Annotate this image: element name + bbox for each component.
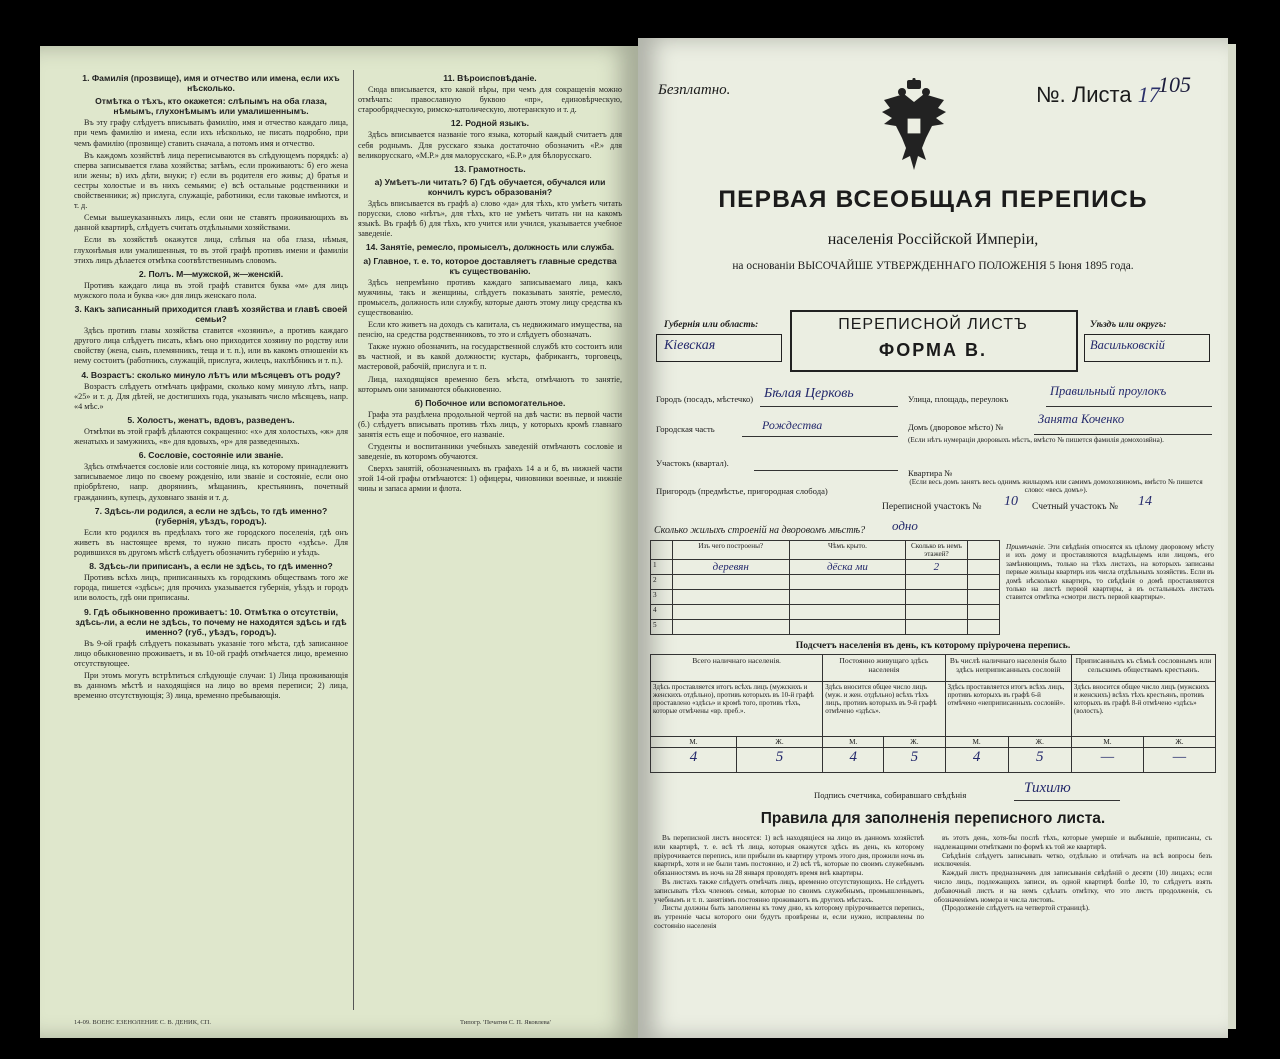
city-part-value: Рождества	[762, 418, 823, 432]
buildings-n-cell: 3	[651, 590, 673, 605]
count-header-cell: Всего наличнаго населенія.	[651, 655, 823, 682]
left-page	[40, 46, 638, 1038]
rules-column-2	[934, 834, 1212, 1004]
buildings-row	[651, 590, 1000, 605]
buildings-empty-cell	[967, 560, 999, 575]
instruction-paragraph: Здѣсь вписывается названіе того языка, который каждый считаетъ для себя роднымъ. Для русскаго языка достаточно обозначить «Р.» для великорусскаго, «М.Р.» для малорусскаго, «Б.Р.» для бѣлорусскаго.	[358, 130, 622, 160]
count-sex-header: М.	[651, 737, 737, 748]
buildings-floors-cell	[906, 620, 968, 635]
count-note-cell: Здѣсь вносится общее число лицъ (муж. и жен. отдѣльно) всѣхъ тѣхъ лицъ, противъ которыхъ въ 9-й графѣ отмѣчено «здѣсь».	[823, 682, 945, 737]
buildings-material-cell	[672, 605, 789, 620]
instructions-column-1	[74, 70, 348, 1010]
house-label: Домъ (дворовое мѣсто) №	[908, 422, 1004, 432]
rules-title: Правила для заполненія переписного листа.	[760, 810, 1106, 827]
form-subtitle: ФОРМА В.	[878, 340, 988, 360]
buildings-value: одно	[892, 518, 918, 533]
rule-paragraph: Свѣдѣнія слѣдуетъ записывать четко, отдѣльно и отвѣчать на всѣ вопросы безъ исключенія.	[934, 851, 1212, 869]
instruction-paragraph: Графа эта раздѣлена продольной чертой на двѣ части: въ первой части (б.) слѣдуетъ вписывать противъ тѣхъ лицъ, у которыхъ кромѣ главнаго занятія есть еще и побочное, его названіе.	[358, 409, 622, 439]
precinct-label: Участокъ (квартал).	[656, 458, 729, 468]
buildings-n-cell: 2	[651, 575, 673, 590]
instruction-paragraph: При этомъ могутъ встрѣтиться слѣдующіе случаи: 1) Лица проживающія въ данномъ мѣстѣ и находящіяся на лицо во время переписи; 2) лица, временно отсутствующія; 3) лица, временно пребывающія.	[74, 671, 348, 701]
count-value-cell: 5	[736, 748, 822, 773]
rule-paragraph: Въ переписной листъ вносятся: 1) всѣ находящіеся на лицо въ данномъ хозяйствѣ или квартирѣ, т. е. всѣ тѣ лица, которыя окажутся здѣсь въ день, къ которому пріурочивается перепись, или прибыли въ квартиру утромъ этого дня, прожили ночь въ квартирѣ, хотя и не были тамъ постоянно, и 2) всѣ тѣ, которые по своимъ служебнымъ обязанностямъ въ ночь на 28 января проводятъ время внѣ квартиры.	[654, 834, 924, 878]
instruction-paragraph: Если кто живетъ на доходъ съ капитала, съ недвижимаго имущества, на пенсію, на средства родственниковъ, то это и слѣдуетъ обозначать.	[358, 320, 622, 340]
right-page	[638, 38, 1228, 1038]
instruction-paragraph: Противъ каждаго лица въ этой графѣ ставится буква «м» для лицъ мужского пола и буква «ж» для лицъ женскаго пола.	[74, 280, 348, 300]
question-heading: 3. Какъ записанный приходится главѣ хозяйства и главѣ своей семьи?	[74, 303, 348, 325]
street-value: Правильный проулокъ	[1050, 384, 1167, 398]
rule-paragraph: Въ листахъ также слѣдуетъ отмѣчать лицъ, временно отсутствующихъ. Не слѣдуетъ записывать тѣхъ членовъ семьи, которые по своимъ служебнымъ, промышленнымъ, учебнымъ и т. п. занятіямъ постоянно проживаютъ въ другихъ мѣстахъ.	[654, 877, 924, 904]
district-value: Васильковскій	[1090, 338, 1165, 352]
buildings-roof-cell: дёска ми	[789, 560, 905, 575]
rule-paragraph: Листы должны быть заполнены къ тому дню, къ которому пріурочивается перепись, въ утренніе часы которого они будутъ провѣрены и, если нужно, исправлены по состоянію населенія	[654, 904, 924, 930]
question-heading: 11. Вѣроисповѣданіе.	[443, 73, 537, 83]
column-divider	[353, 70, 354, 1010]
buildings-material-cell: деревян	[672, 560, 789, 575]
instruction-paragraph: Семьи вышеуказанныхъ лицъ, если они не ставятъ проживающихъ въ данной квартирѣ, слѣдуетъ считать отдѣльными хозяйствами.	[74, 213, 348, 233]
buildings-floors-cell: 2	[906, 560, 968, 575]
rule-paragraph: въ этотъ день, хотя-бы послѣ тѣхъ, которые умершіе и выбывшіе, приписаны, съ надлежащими отмѣтками по формѣ къ той же квартирѣ.	[934, 834, 1212, 851]
buildings-floors-cell	[906, 575, 968, 590]
double-headed-eagle-emblem	[874, 78, 954, 178]
buildings-row	[651, 560, 1000, 575]
census-precinct-label: Переписной участокъ №	[882, 502, 982, 512]
suburb-label: Пригородъ (предмѣстье, пригородная слобода)	[656, 486, 828, 496]
house-value: Занята Коченко	[1038, 412, 1125, 426]
count-value-cell: 4	[823, 748, 884, 773]
instruction-paragraph: Противъ всѣхъ лицъ, приписанныхъ къ городскимъ обществамъ того же города, пишется «здѣсь»; для прочихъ указывается губернія, уѣздъ и городъ или волость, гдѣ они приписаны.	[74, 573, 348, 603]
count-sex-header: Ж.	[884, 737, 945, 748]
buildings-empty-cell	[967, 620, 999, 635]
buildings-n-cell: 1	[651, 560, 673, 575]
buildings-empty-cell	[967, 605, 999, 620]
instruction-paragraph: Въ каждомъ хозяйствѣ лица переписываются въ слѣдующемъ порядкѣ: а) сперва записывается глава хозяйства; затѣмъ, если проживаютъ: б) его жена или жены; в) ихъ дѣти, внуки; г) если въ родителя его живы; д) братья и сестры холостые и въ нихъ семьями; е) всѣ остальные родственники и свойственники; ж) прислуга, служащіе, работники, если таковые имѣются, и т. д.	[74, 150, 348, 211]
buildings-n-cell: 5	[651, 620, 673, 635]
count-value-cell: 4	[945, 748, 1008, 773]
instruction-paragraph: Въ эту графу слѣдуетъ вписывать фамилію, имя и отчество каждаго лица, при чемъ фамилію и имена, если ихъ нѣсколько, не писать подробно, при чемъ фамилію (прозвище) ставить сначала, а потомъ имя и отчество.	[74, 118, 348, 148]
buildings-row	[651, 575, 1000, 590]
instruction-paragraph: Сюда вписывается, кто какой вѣры, при чемъ для сокращенія можно отмѣчать: православную буквою «пр», единовѣрческую, старообрядческую, римско-католическую, лютеранскую и т. д.	[358, 85, 622, 115]
count-value-cell: —	[1143, 748, 1215, 773]
instruction-paragraph: Возрастъ слѣдуетъ отмѣчать цифрами, сколько кому минуло лѣтъ, напр. «25» и т. д. Для дѣтей, не достигшихъ года, указывать число мѣсяцевъ, напр. «4 мѣс.»	[74, 381, 348, 411]
question-heading: 5. Холостъ, женатъ, вдовъ, разведенъ.	[127, 414, 295, 425]
signature-value: Тихилю	[1024, 780, 1071, 796]
question-heading: б) Побочное или вспомогательное.	[414, 397, 566, 408]
question-heading: а) Главное, т. е. то, которое доставляетъ главные средства къ существованію.	[363, 255, 617, 276]
buildings-material-cell	[672, 620, 789, 635]
buildings-n-cell: 4	[651, 605, 673, 620]
buildings-roof-cell	[789, 575, 905, 590]
instruction-paragraph: Лица, находящіяся временно безъ мѣста, отмѣчаютъ то занятіе, которымъ они занимаются обыкновенно.	[358, 374, 622, 394]
question-heading: 14. Занятіе, ремесло, промыселъ, должность или служба.	[365, 242, 615, 253]
city-line	[760, 406, 898, 407]
sheet-number	[1036, 82, 1160, 108]
census-basis: на основаніи ВЫСОЧАЙШЕ УТВЕРЖДЕННАГО ПОЛОЖЕНІЯ 5 Іюня 1895 года.	[732, 260, 1134, 272]
count-value-cell: 5	[1008, 748, 1071, 773]
count-sex-header: М.	[1071, 737, 1143, 748]
count-value-cell: 5	[884, 748, 945, 773]
count-sex-header: Ж.	[736, 737, 822, 748]
rule-paragraph: Каждый листъ предназначенъ для записыванія свѣдѣній о десяти (10) лицахъ; если число лицъ, подлежащихъ записи, въ одной квартирѣ болѣе 10, то слѣдуетъ взять добавочный листъ и на немъ сдѣлать отмѣтку, что это листъ продолженія, съ обозначеніемъ номера и числа листовъ.	[934, 869, 1212, 904]
question-heading: 9. Гдѣ обыкновенно проживаетъ: 10. Отмѣтка о отсутствіи, здѣсь-ли, а если не здѣсь, то почему не находятся здѣсь и гдѣ именно? (губ., уѣздъ, городъ).	[75, 606, 347, 637]
count-value-cell: —	[1071, 748, 1143, 773]
instruction-paragraph: Въ 9-ой графѣ слѣдуетъ показывать указаніе того мѣста, гдѣ записанное лицо обыкновенно проживаетъ, и въ 10-ой графѣ отмѣчается лицо, временно отсутствующее.	[74, 638, 348, 668]
instruction-paragraph: Студенты и воспитанники учебныхъ заведеній отмѣчаютъ сословіе и заведеніе, въ которомъ обучаются.	[358, 442, 622, 462]
question-heading: 4. Возрастъ: сколько минуло лѣтъ или мѣсяцевъ отъ роду?	[81, 369, 341, 380]
count-header-cell: Приписанныхъ къ сѣмьѣ сословнымъ или сельскимъ обществамъ крестьянъ.	[1071, 655, 1215, 682]
buildings-label: Сколько жилыхъ строеній на дворовомъ мѣстѣ?	[654, 525, 866, 536]
house-line	[1034, 434, 1212, 435]
buildings-table	[650, 540, 1000, 635]
question-heading: 6. Сословіе, состояніе или званіе.	[138, 450, 284, 461]
city-part-label: Городская часть	[656, 424, 715, 434]
instruction-paragraph: Сверхъ занятій, обозначенныхъ въ графахъ 14 а и б, въ нижней части этой 14-ой графы отмѣчаются: 1) офицеры, чиновники военные, и нижніе чины и запаса армии и флота.	[358, 464, 622, 494]
count-title: Подсчетъ населенія въ день, къ которому пріурочена перепись.	[795, 640, 1071, 651]
signature-line	[1014, 800, 1120, 801]
buildings-empty-cell	[967, 575, 999, 590]
count-sex-header: Ж.	[1143, 737, 1215, 748]
buildings-floors-cell	[906, 605, 968, 620]
buildings-material-cell	[672, 590, 789, 605]
counting-precinct-value: 14	[1138, 494, 1152, 509]
street-line	[1046, 406, 1212, 407]
sheet-number-value: 17	[1137, 82, 1160, 107]
count-sex-header: М.	[945, 737, 1008, 748]
city-part-line	[742, 436, 898, 437]
instruction-paragraph: Здѣсь непремѣнно противъ каждаго записываемаго лица, какъ мужчины, такъ и женщины, слѣдуетъ показывать занятіе, ремесло, промыселъ, должность или службу, которые даютъ этому лицу средства къ существованію.	[358, 277, 622, 317]
question-heading: 7. Здѣсь-ли родился, а если не здѣсь, то гдѣ именно? (губернія, уѣздъ, городъ).	[94, 505, 328, 526]
city-label: Городъ (посадъ, мѣстечко)	[656, 394, 754, 404]
buildings-note-title: Примѣчаніе.	[1006, 543, 1046, 551]
census-precinct-value: 10	[1004, 494, 1018, 509]
signature-label: Подпись счетчика, собиравшаго свѣдѣнія	[814, 790, 967, 800]
census-subtitle: населенія Россійской Имперіи,	[827, 231, 1039, 248]
sheet-number-label: №. Листа	[1036, 82, 1132, 107]
count-value-cell: 4	[651, 748, 737, 773]
instruction-paragraph: Здѣсь противъ главы хозяйства ставится «хозяинъ», а противъ каждаго другого лица слѣдуетъ писать, кѣмъ оно приходится хозяину по родству или свойству (жена, сынъ, племянникъ, теща и т. п.), или въ какомъ отношеніи къ нему состоитъ (работникъ, служащій, прислуга, жилецъ, нахлѣбникъ и т. п.).	[74, 326, 348, 366]
count-note-cell: Здѣсь проставляется итогъ всѣхъ лицъ (мужскихъ и женскихъ отдѣльно), противъ которыхъ въ 10-й графѣ проставлено «здѣсь» и кромѣ того, противъ тѣхъ, которые отмѣчены «вр. преб.».	[651, 682, 823, 737]
free-label: Безплатно.	[658, 82, 731, 98]
street-label: Улица, площадь, переулокъ	[908, 394, 1009, 404]
house-note: (Если нѣтъ нумераціи дворовыхъ мѣстъ, вмѣсто № пишется фамилія домохозяйна).	[908, 436, 1164, 444]
buildings-note-text: Эти свѣдѣнія относятся къ цѣлому дворовому мѣсту и ихъ дому и проставляются владѣльцемъ или лицомъ, его замѣняющимъ, только на тѣхъ листахъ, на которыхъ записаны первые жильцы квартиръ изъ числа отдѣльныхъ хозяйствъ. Если въ домѣ нѣсколько квартиръ, то свѣдѣнія о домѣ проставляются только на листѣ первой квартиры, а въ остальныхъ листахъ ставится отмѣтка «смотри листъ первой квартиры».	[1006, 543, 1215, 602]
question-heading: 2. Полъ. М—мужской, ж—женскій.	[138, 268, 284, 279]
city-value: Бѣлая Церковь	[764, 386, 854, 401]
buildings-roof-cell	[789, 605, 905, 620]
question-heading: 12. Родной языкъ.	[450, 118, 530, 129]
rules-column-1	[654, 834, 924, 1004]
count-note-cell: Здѣсь проставляется итогъ всѣхъ лицъ, противъ которыхъ въ графѣ 6-й отмѣчено «неприписанныхъ сословій».	[945, 682, 1071, 737]
province-label: Губернія или область:	[664, 320, 759, 330]
count-header-cell: Постоянно живущаго здѣсь населенія	[823, 655, 945, 682]
question-heading: а) Умѣетъ-ли читать? б) Гдѣ обучается, обучался или кончилъ курсъ образованія?	[374, 176, 606, 197]
instruction-paragraph: Если въ хозяйствѣ окажутся лица, слѣпыя на оба глаза, нѣмыя, глухонѣмыя или умалишенныя, то въ этой графѣ противъ имени и фамиліи этихъ лицъ дѣлается отмѣтка соотвѣтственнымъ словомъ.	[74, 235, 348, 265]
population-count-table	[650, 654, 1216, 773]
instruction-paragraph: Отмѣтки въ этой графѣ дѣлаются сокращенно: «х» для холостыхъ, «ж» для женатыхъ и замужнихъ, «в» для вдовыхъ, «р» для разведенныхъ.	[74, 427, 348, 447]
form-title: ПЕРЕПИСНОЙ ЛИСТЪ	[838, 316, 1028, 333]
archive-page-number: 105	[1158, 72, 1191, 97]
instruction-paragraph: Также нужно обозначить, на государственной службѣ кто состоитъ или въ частной, и въ какой должности; кустарь, фабрикантъ, торговецъ, мастеровой, рабочій, прислуга и т. п.	[358, 342, 622, 372]
row-number-header	[651, 541, 673, 560]
instruction-paragraph: Здѣсь вписывается въ графѣ а) слово «да» для тѣхъ, кто умѣетъ читать порусски, слово «нѣтъ», для тѣхъ, кто не умѣетъ читать ни на какомъ языкѣ. Въ графѣ б) для тѣхъ, кто учится или учился, указывается учебное заведеніе.	[358, 199, 622, 239]
question-heading: 13. Грамотность.	[454, 163, 526, 174]
buildings-roof-cell	[789, 620, 905, 635]
precinct-line	[754, 470, 898, 471]
question-heading: 1. Фамилія (прозвище), имя и отчество или имена, если ихъ нѣсколько.	[82, 73, 340, 94]
buildings-note	[1006, 543, 1214, 602]
instruction-paragraph: Если кто родился въ предѣлахъ того же городского поселенія, гдѣ онъ живетъ въ настоящее время, то нужно писать просто «здѣсь». Для родившихся въ другомъ мѣстѣ слѣдуетъ обозначить губернію и уѣздъ.	[74, 527, 348, 558]
instruction-paragraph: Здѣсь отмѣчается сословіе или состояніе лица, къ которому принадлежитъ записываемое лицо по своему рожденію, или званіе и состояніе, если оно пріобрѣтено, напр. дворянинъ, мѣщанинъ, крестьянинъ, почетный гражданинъ, купецъ, духовнаго званія и т. д.	[74, 462, 348, 502]
rule-paragraph: (Продолженіе слѣдуетъ на четвертой страницѣ).	[942, 904, 1090, 913]
census-title: ПЕРВАЯ ВСЕОБЩАЯ ПЕРЕПИСЬ	[718, 186, 1148, 213]
page-edge	[1228, 44, 1236, 1029]
instructions-column-2	[358, 70, 622, 1010]
printer-footer-right: Типогр. 'Печатня С. П. Яковлева'	[460, 1019, 551, 1026]
buildings-header-cell: Изъ чего построены?	[672, 541, 789, 560]
buildings-empty-cell	[967, 590, 999, 605]
question-heading: Отмѣтка о тѣхъ, кто окажется: слѣпымъ на оба глаза, нѣмымъ, глухонѣмымъ или умалишеннымъ.	[95, 96, 327, 117]
count-note-cell: Здѣсь вносится общее число лицъ (мужскихъ и женскихъ) всѣхъ тѣхъ крестьянъ, противъ которыхъ въ графѣ 8-й отмѣчено «здѣсь» (волость).	[1071, 682, 1215, 737]
district-label: Уѣздъ или округъ:	[1090, 320, 1167, 330]
count-sex-header: М.	[823, 737, 884, 748]
printer-footer-left: 14-09. ВОЕНС ЕЗЕНОЛЕНИЕ С. В. ДЕНИК, СП.	[74, 1019, 211, 1026]
apartment-label: Квартира №	[908, 468, 953, 478]
buildings-roof-cell	[789, 590, 905, 605]
buildings-material-cell	[672, 575, 789, 590]
province-value: Кіевская	[664, 338, 716, 353]
buildings-row	[651, 605, 1000, 620]
count-header-cell: Въ числѣ наличнаго населенія было здѣсь неприписанныхъ сословій	[945, 655, 1071, 682]
buildings-header-cell: Чѣмъ крыто.	[789, 541, 905, 560]
count-sex-header: Ж.	[1008, 737, 1071, 748]
counting-precinct-label: Счетный участокъ №	[1032, 502, 1118, 512]
buildings-header-cell: Сколько въ немъ этажей?	[906, 541, 968, 560]
buildings-header-cell	[967, 541, 999, 560]
buildings-row	[651, 620, 1000, 635]
question-heading: 8. Здѣсь-ли приписанъ, а если не здѣсь, то гдѣ именно?	[89, 561, 333, 572]
buildings-floors-cell	[906, 590, 968, 605]
apartment-note: (Если весь домъ занятъ весь однимъ жильцомъ или самимъ домохозяиномъ, вмѣсто № пишется слово: «весь домъ»).	[909, 478, 1203, 495]
